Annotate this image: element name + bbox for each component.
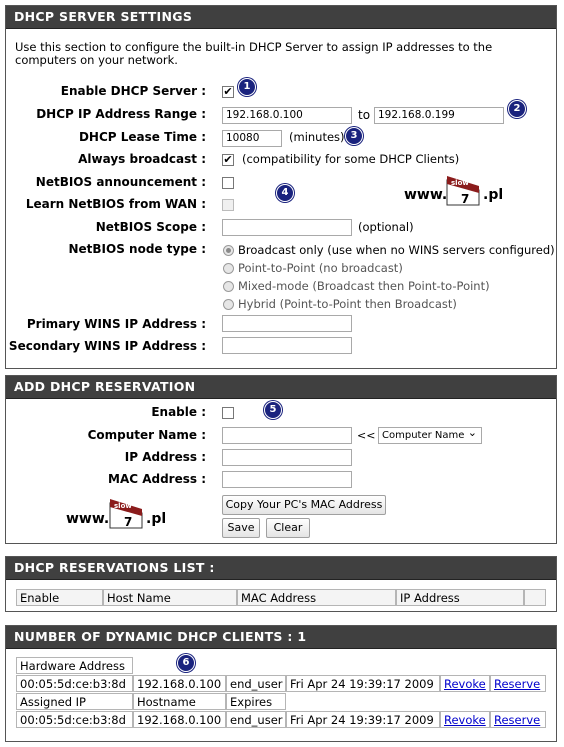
badge-5: 5 (264, 401, 282, 419)
always-broadcast-note: (compatibility for some DHCP Clients) (242, 152, 460, 166)
revoke-cell (440, 675, 490, 692)
client-hostname: end_user (226, 675, 286, 692)
learn-netbios-checkbox[interactable] (222, 199, 234, 211)
client-ip: 192.168.0.100 (133, 711, 226, 728)
slow7-logo-top-2: slow (114, 502, 132, 510)
computer-name-select-value: Computer Name (382, 430, 465, 441)
reservation-mac-input[interactable] (222, 471, 352, 488)
enable-dhcp-server-checkbox[interactable]: ✔ (223, 85, 233, 98)
enable-dhcp-server-label: Enable DHCP Server : (60, 84, 206, 98)
revoke-link[interactable]: Revoke (444, 713, 486, 727)
slow7-logo (446, 176, 482, 204)
dhcp-description: Use this section to configure the built-in DHCP Server to assign IP addresses to the computers on your network. (15, 40, 493, 67)
reservation-ip-label: IP Address : (124, 450, 206, 464)
slow7-logo-num: 7 (461, 192, 470, 206)
chevron-down-icon: ⌄ (467, 426, 477, 439)
badge-6: 6 (177, 654, 195, 672)
watermark-suffix: .pl (483, 187, 504, 203)
client-mac: 00:05:5d:ce:b3:8d (16, 675, 133, 692)
reserve-cell (490, 675, 546, 692)
node-type-mixed-radio[interactable] (223, 281, 234, 292)
badge-1: 1 (238, 78, 256, 96)
col-enable: Enable (16, 589, 103, 606)
copy-name-arrows: << (357, 429, 376, 442)
reservations-list-header: DHCP RESERVATIONS LIST : (6, 557, 556, 580)
badge-3: 3 (345, 127, 363, 145)
node-type-hybrid-radio[interactable] (223, 299, 234, 310)
computer-name-input[interactable] (222, 427, 352, 444)
reserve-link[interactable]: Reserve (494, 677, 541, 691)
revoke-link[interactable]: Revoke (444, 677, 486, 691)
dynamic-clients-header: NUMBER OF DYNAMIC DHCP CLIENTS : 1 (6, 626, 556, 649)
reserve-link[interactable]: Reserve (494, 713, 541, 727)
node-type-broadcast-radio[interactable] (223, 245, 234, 256)
col-ip-address: IP Address (396, 589, 524, 606)
col-actions (524, 589, 546, 606)
computer-name-select[interactable] (378, 427, 482, 444)
secondary-wins-input[interactable] (222, 337, 352, 354)
add-reservation-header: ADD DHCP RESERVATION (6, 376, 556, 399)
primary-wins-input[interactable] (222, 315, 352, 332)
col-host-name: Host Name (103, 589, 237, 606)
lease-time-label: DHCP Lease Time : (78, 130, 206, 144)
watermark-prefix-2: www. (66, 511, 110, 527)
secondary-wins-label: Secondary WINS IP Address : (8, 339, 206, 353)
watermark-suffix-2: .pl (146, 511, 167, 527)
node-type-p2p-label: Point-to-Point (no broadcast) (238, 261, 403, 275)
reservation-ip-input[interactable] (222, 449, 352, 466)
hardware-address-header: Hardware Address (16, 657, 133, 674)
always-broadcast-label: Always broadcast : (78, 152, 206, 166)
col-mac-address: MAC Address (237, 589, 396, 606)
reservation-enable-label: Enable : (151, 405, 206, 419)
add-dhcp-reservation-panel (5, 375, 557, 544)
reserve-cell (490, 711, 546, 728)
netbios-scope-label: NetBIOS Scope : (95, 220, 206, 234)
client-expires: Fri Apr 24 19:39:17 2009 (286, 675, 440, 692)
slow7-logo-2 (109, 499, 145, 527)
client-expires: Fri Apr 24 19:39:17 2009 (286, 711, 440, 728)
dhcp-reservations-list-panel (5, 556, 557, 612)
ip-range-start-input[interactable]: 192.168.0.100 (222, 107, 352, 124)
node-type-mixed-label: Mixed-mode (Broadcast then Point-to-Point) (238, 279, 490, 293)
reservation-enable-checkbox[interactable] (222, 407, 234, 419)
primary-wins-label: Primary WINS IP Address : (26, 317, 206, 331)
client-mac: 00:05:5d:ce:b3:8d (16, 711, 133, 728)
hostname-header: Hostname (133, 693, 226, 710)
slow7-logo-top: slow (451, 179, 469, 187)
computer-name-label: Computer Name : (87, 428, 206, 442)
node-type-hybrid-label: Hybrid (Point-to-Point then Broadcast) (238, 297, 457, 311)
copy-mac-button[interactable]: Copy Your PC's MAC Address (222, 495, 386, 515)
learn-netbios-label: Learn NetBIOS from WAN : (25, 197, 206, 211)
netbios-announcement-checkbox[interactable] (222, 177, 234, 189)
ip-range-end-input[interactable]: 192.168.0.199 (374, 107, 504, 124)
badge-4: 4 (276, 184, 294, 202)
reservation-mac-label: MAC Address : (108, 472, 206, 486)
netbios-scope-input[interactable] (222, 219, 352, 236)
save-button[interactable]: Save (222, 518, 260, 538)
dhcp-server-settings-header: DHCP SERVER SETTINGS (6, 6, 556, 29)
badge-2: 2 (508, 100, 526, 118)
lease-time-unit: (minutes) (289, 130, 345, 144)
always-broadcast-checkbox[interactable]: ✔ (223, 153, 233, 166)
dhcp-server-settings-panel (5, 5, 557, 369)
node-type-p2p-radio[interactable] (223, 263, 234, 274)
lease-time-input[interactable]: 10080 (222, 130, 282, 147)
revoke-cell (440, 711, 490, 728)
assigned-ip-header: Assigned IP (16, 693, 133, 710)
watermark-prefix: www. (404, 187, 448, 203)
client-ip: 192.168.0.100 (133, 675, 226, 692)
ip-range-label: DHCP IP Address Range : (36, 107, 206, 121)
ip-range-to-label: to (358, 108, 371, 122)
client-hostname: end_user (226, 711, 286, 728)
node-type-broadcast-label: Broadcast only (use when no WINS servers configured) (238, 243, 555, 257)
netbios-node-type-label: NetBIOS node type : (68, 242, 206, 256)
slow7-logo-num-2: 7 (124, 515, 133, 529)
netbios-announcement-label: NetBIOS announcement : (35, 175, 206, 189)
netbios-scope-note: (optional) (358, 220, 414, 234)
expires-header: Expires (226, 693, 286, 710)
dynamic-dhcp-clients-panel (5, 625, 557, 742)
clear-button[interactable]: Clear (266, 518, 310, 538)
